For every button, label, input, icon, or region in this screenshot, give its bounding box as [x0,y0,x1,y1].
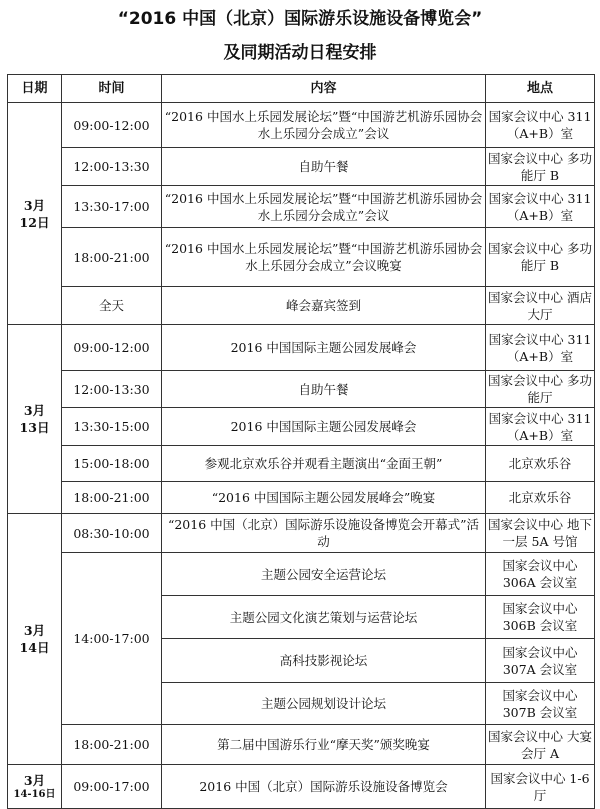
content-cell: 高科技影视论坛 [162,639,486,683]
date-month: 3月 [23,623,46,638]
table-header-row [8,75,595,103]
time-cell: 15:00-18:00 [62,446,162,482]
location-cell: 国家会议中心 306B 会议室 [486,596,595,639]
table-row [8,148,595,186]
content-cell: “2016 中国水上乐园发展论坛”暨“中国游艺机游乐园协会水上乐园分会成立”会议 [162,186,486,228]
location-cell: 国家会议中心 306A 会议室 [486,553,595,596]
header-time: 时间 [62,75,162,103]
time-cell: 09:00-12:00 [62,325,162,371]
table-row [8,408,595,446]
date-cell-day-4 [8,765,62,809]
time-cell: 09:00-12:00 [62,103,162,148]
content-cell: 参观北京欢乐谷并观看主题演出“金面王朝” [162,446,486,482]
table-row [8,725,595,765]
date-day: 13日 [19,420,50,435]
time-cell: 全天 [62,287,162,325]
location-cell: 国家会议中心 大宴会厅 A [486,725,595,765]
content-cell: 主题公园安全运营论坛 [162,553,486,596]
date-day: 14日 [19,640,50,655]
content-cell: “2016 中国水上乐园发展论坛”暨“中国游艺机游乐园协会水上乐园分会成立”会议晚宴 [162,228,486,287]
date-month: 3月 [23,403,46,418]
time-cell: 18:00-21:00 [62,228,162,287]
content-cell: 主题公园规划设计论坛 [162,683,486,725]
table-row [8,325,595,371]
table-row [8,765,595,809]
header-content: 内容 [162,75,486,103]
location-cell: 国家会议中心 311（A+B）室 [486,103,595,148]
table-row [8,514,595,553]
date-cell-day-3 [8,514,62,765]
content-cell: 自助午餐 [162,371,486,408]
location-cell: 国家会议中心 地下一层 5A 号馆 [486,514,595,553]
location-cell: 国家会议中心 多功能厅 B [486,148,595,186]
content-cell: 主题公园文化演艺策划与运营论坛 [162,596,486,639]
content-cell: 第二届中国游乐行业“摩天奖”颁奖晚宴 [162,725,486,765]
content-cell: “2016 中国国际主题公园发展峰会”晚宴 [162,482,486,514]
document-title: “2016 中国（北京）国际游乐设施设备博览会” [117,9,483,29]
content-cell: 2016 中国国际主题公园发展峰会 [162,325,486,371]
content-cell: 峰会嘉宾签到 [162,287,486,325]
header-location: 地点 [486,75,595,103]
time-cell: 13:30-17:00 [62,186,162,228]
location-cell: 国家会议中心 311（A+B）室 [486,186,595,228]
content-cell: 自助午餐 [162,148,486,186]
date-cell-day-1 [8,103,62,325]
date-month: 3月 [23,197,46,213]
time-cell: 13:30-15:00 [62,408,162,446]
location-cell: 国家会议中心 多功能厅 B [486,228,595,287]
time-cell: 14:00-17:00 [62,553,162,725]
schedule-table [7,74,595,809]
time-cell: 18:00-21:00 [62,482,162,514]
table-row [8,186,595,228]
table-row [8,228,595,287]
location-cell: 北京欢乐谷 [486,446,595,482]
content-cell: “2016 中国（北京）国际游乐设施设备博览会开幕式”活动 [162,514,486,553]
time-cell: 08:30-10:00 [62,514,162,553]
location-cell: 国家会议中心 多功能厅 [486,371,595,408]
date-cell-day-2 [8,325,62,514]
location-cell: 国家会议中心 311（A+B）室 [486,408,595,446]
time-cell: 12:00-13:30 [62,371,162,408]
time-cell: 18:00-21:00 [62,725,162,765]
content-cell: 2016 中国（北京）国际游乐设施设备博览会 [162,765,486,809]
location-cell: 国家会议中心 307A 会议室 [486,639,595,683]
table-row [8,482,595,514]
table-row [8,446,595,482]
location-cell: 国家会议中心 307B 会议室 [486,683,595,725]
header-date: 日期 [8,75,62,103]
time-cell: 09:00-17:00 [62,765,162,809]
content-cell: 2016 中国国际主题公园发展峰会 [162,408,486,446]
location-cell: 国家会议中心 311（A+B）室 [486,325,595,371]
content-cell: “2016 中国水上乐园发展论坛”暨“中国游艺机游乐园协会水上乐园分会成立”会议 [162,103,486,148]
table-row [8,287,595,325]
table-row [8,103,595,148]
location-cell: 北京欢乐谷 [486,482,595,514]
document-subtitle: 及同期活动日程安排 [223,43,377,63]
date-day: 14-16日 [13,789,56,800]
location-cell: 国家会议中心 1-6 厅 [486,765,595,809]
date-month: 3月 [23,773,46,788]
location-cell: 国家会议中心 酒店大厅 [486,287,595,325]
date-day: 12日 [19,214,50,230]
table-row [8,553,595,596]
time-cell: 12:00-13:30 [62,148,162,186]
table-row [8,371,595,408]
